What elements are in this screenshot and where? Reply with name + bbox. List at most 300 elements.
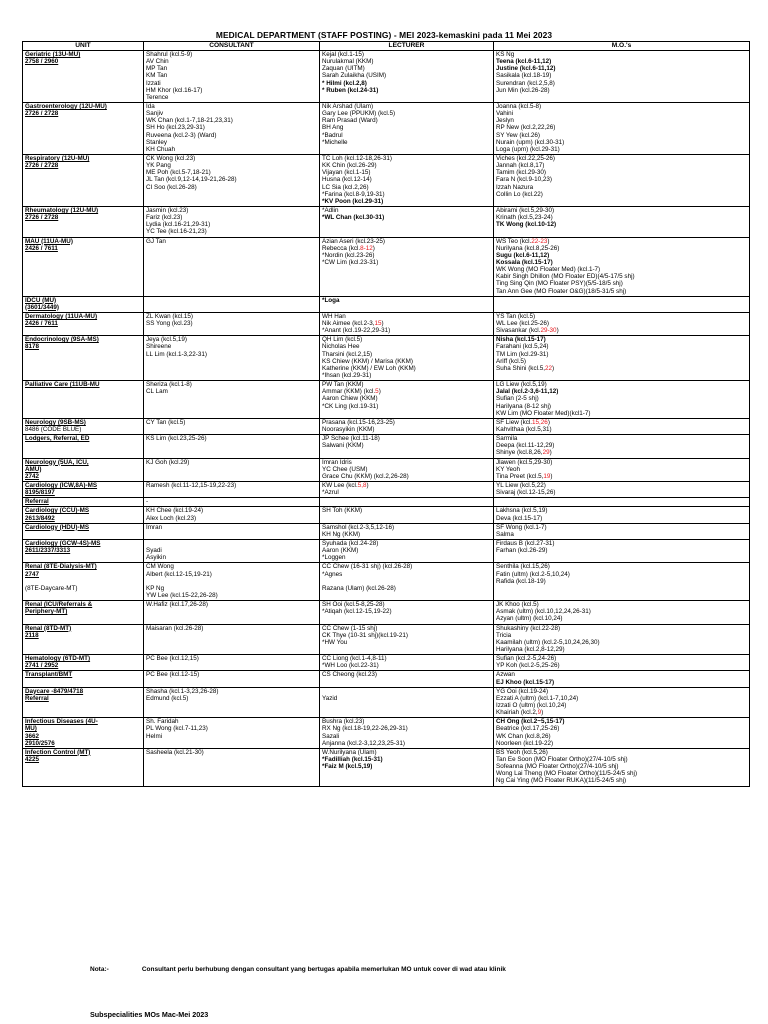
staff-entry: Joanna (kcl.5-8) <box>496 102 542 110</box>
staff-entry: Nisha (kcl.15-17) <box>496 336 546 344</box>
staff-entry: Tricia <box>496 631 512 639</box>
staff-entry: Jeya (kcl.5,19) <box>146 336 187 344</box>
staff-entry: TK Wong (kcl.10-12) <box>496 221 557 229</box>
lecturer-cell <box>320 540 494 563</box>
staff-entry: Prasana (kcl.15-16,23-25) <box>322 418 395 426</box>
staff-entry: Abirami (kcl.5,29-30) <box>496 206 555 214</box>
footnote-label: Nota:- <box>90 966 109 973</box>
staff-entry: Lakhsna (kcl.5,19) <box>496 507 548 515</box>
lecturer-cell <box>320 154 494 206</box>
unit-cell <box>23 312 144 335</box>
lecturer-cell <box>320 671 494 687</box>
mo-cell <box>494 563 750 601</box>
consultant-cell <box>144 206 320 237</box>
unit-line: 2426 / 7611 <box>25 244 58 252</box>
unit-line: Renal (8TD-MT) <box>25 624 72 632</box>
staff-entry: CS Cheong (kcl.23) <box>322 671 377 679</box>
staff-entry: SF Liew (kcl.15,26) <box>496 418 550 426</box>
staff-entry: *Michelle <box>322 138 348 146</box>
consultant-cell <box>144 687 320 718</box>
lecturer-cell <box>320 718 494 749</box>
staff-entry: Jasmin (kcl.23) <box>146 206 189 214</box>
staff-entry: Sufian (2-5 shj) <box>496 395 539 403</box>
unit-cell <box>23 601 144 624</box>
table-row <box>23 655 750 671</box>
unit-line: Geriatric (13U-MU) <box>25 51 81 58</box>
staff-entry: Razana (Ulam) (kcl.26-28) <box>322 584 396 592</box>
highlighted-dates: 29 <box>542 449 550 457</box>
staff-entry: KM Tan <box>146 72 168 80</box>
staff-entry: KK Chin (kcl.26-29) <box>322 162 377 170</box>
consultant-cell <box>144 381 320 419</box>
staff-entry: *Ihsan (kcl.29-31) <box>322 372 372 380</box>
lecturer-cell <box>320 498 494 507</box>
table-row <box>23 418 750 434</box>
highlighted-dates: 19 <box>543 472 551 480</box>
unit-line: Cardiology (GCW-4S)-MS <box>25 540 101 547</box>
staff-entry: Asmak (ultm) (kcl.10,12,24,26-31) <box>496 608 591 616</box>
consultant-cell <box>144 312 320 335</box>
highlighted-dates: 5,8 <box>357 482 367 490</box>
staff-entry: Tharsini (kcl.2,15) <box>322 350 373 358</box>
unit-cell <box>23 458 144 481</box>
table-row <box>23 482 750 498</box>
table-row <box>23 154 750 206</box>
staff-entry: Shireene <box>146 343 172 351</box>
mo-cell <box>494 507 750 523</box>
unit-cell <box>23 206 144 237</box>
unit-line: Cardiology (HDU)-MS <box>25 523 90 531</box>
staff-entry: PC Bee (kcl.12,15) <box>146 655 199 663</box>
table-row <box>23 237 750 296</box>
staff-entry: * Hilmi (kcl.2,8) <box>322 79 367 87</box>
unit-line: AMU) <box>25 465 42 473</box>
table-row <box>23 102 750 154</box>
consultant-cell <box>144 154 320 206</box>
staff-entry: Loga (upm) (kcl.29-31) <box>496 145 560 153</box>
staff-entry: Maisaran (kcl.26-28) <box>146 624 204 632</box>
highlighted-dates: 22 <box>545 364 553 372</box>
unit-cell <box>23 237 144 296</box>
unit-line: MU) <box>25 725 37 733</box>
staff-entry: AV Chin <box>146 58 169 66</box>
mo-cell <box>494 312 750 335</box>
consultant-cell <box>144 435 320 458</box>
table-row <box>23 312 750 335</box>
unit-line: Hematology (6TD-MT) <box>25 655 91 663</box>
unit-cell <box>23 671 144 687</box>
table-row <box>23 671 750 687</box>
unit-cell <box>23 624 144 655</box>
staff-entry: WH Han <box>322 312 346 320</box>
staff-entry: ME Poh (kcl.5-7,18-21) <box>146 169 211 177</box>
staff-entry: *KV Poon (kcl.29-31) <box>322 197 384 205</box>
staff-entry: *WH Loo (kcl.22-31) <box>322 662 379 670</box>
staff-entry: SH Ooi (kcl.5-8,25-28) <box>322 601 385 609</box>
consultant-cell <box>144 237 320 296</box>
staff-entry: YP Koh (kcl.2-5,25-26) <box>496 662 560 670</box>
staff-entry: Syadi <box>146 547 162 555</box>
staff-entry: CK Wong (kcl.23) <box>146 154 196 162</box>
unit-line: 2747 <box>25 570 40 578</box>
staff-entry: Zaquan (UITM) <box>322 65 365 73</box>
header-consultant: CONSULTANT <box>144 42 320 51</box>
staff-entry: W.Nurilyana (Ulam) <box>322 748 377 756</box>
staff-entry: Jlawen (kcl.5,29-30) <box>496 458 553 466</box>
consultant-cell <box>144 482 320 498</box>
unit-line: (3601/3449) <box>25 303 59 311</box>
staff-entry: *Badrul <box>322 131 343 139</box>
table-row <box>23 296 750 312</box>
staff-entry: CH Ong (kcl.2~5,15-17) <box>496 718 565 726</box>
consultant-cell <box>144 498 320 507</box>
staff-entry: Izzati <box>146 79 161 87</box>
table-row <box>23 498 750 507</box>
highlighted-dates: 15 <box>374 320 382 328</box>
staff-entry: Albert (kcl.12-15,19-21) <box>146 570 212 578</box>
staff-entry: WS Teo (kcl.22-23) <box>496 237 550 245</box>
staff-entry: Viches (kcl.22,25-26) <box>496 154 556 162</box>
mo-cell <box>494 381 750 419</box>
lecturer-cell <box>320 687 494 718</box>
staff-entry: Azwan <box>496 671 515 679</box>
staff-entry: Ng Cai Ying (MO Floater RUKA)(11/5-24/5 shj) <box>496 777 627 785</box>
staff-entry: Shasha (kcl.1-3,23,26-28) <box>146 687 219 695</box>
staff-entry: Krinath (kcl.5,23-24) <box>496 214 553 222</box>
table-header-row <box>23 42 750 51</box>
staff-entry: Tan Ee Soon (MO Floater Ortho)(27/4-10/5 shj) <box>496 755 628 763</box>
mo-cell <box>494 718 750 749</box>
lecturer-cell <box>320 418 494 434</box>
footnote <box>90 966 506 973</box>
staff-entry: Sivaraj (kcl.12-15,26) <box>496 489 556 497</box>
staff-entry: Ruveena (kcl.2-3) (Ward) <box>146 131 217 139</box>
staff-entry: Sasheela (kcl.21-30) <box>146 748 204 756</box>
staff-entry: Bushra (kcl.23) <box>322 718 365 726</box>
unit-line: 2426 / 7611 <box>25 320 58 328</box>
unit-line: 2726 / 2728 <box>25 214 59 222</box>
staff-entry: CI Soo (kcl.26-28) <box>146 183 197 191</box>
staff-entry: Gary Lee (PPUKM) (kcl.5) <box>322 110 396 118</box>
staff-entry: Nurain (upm) (kcl.30-31) <box>496 138 565 146</box>
staff-entry: TM Lim (kcl.29-31) <box>496 350 549 358</box>
unit-line: Renal (ICU/Referrals & <box>25 601 93 609</box>
staff-entry: Lydia (kcl.16-21,29-31) <box>146 221 211 229</box>
staff-entry: YS Tan (kcl.5) <box>496 312 536 320</box>
staff-entry: Farahani (kcl.5,24) <box>496 343 549 351</box>
unit-cell <box>23 507 144 523</box>
staff-entry: KS Lim (kcl.23,25-26) <box>146 435 207 443</box>
staff-entry: Justine (kcl.6-11,12) <box>496 65 556 73</box>
staff-entry: Rebecca (kcl.8-12) <box>322 244 375 252</box>
staff-entry: WK Wong (MO Floater Med) (kcl.1-7) <box>496 266 601 274</box>
table-row <box>23 381 750 419</box>
unit-line: Cardiology (ICW,8A)-MS <box>25 482 98 490</box>
consultant-cell <box>144 523 320 539</box>
staff-entry: Samshol (kcl.2-3,5,12-16) <box>322 523 395 531</box>
unit-line: 2613/8492 <box>25 514 55 522</box>
staff-entry: Azyan (ultm) (kcl.10,24) <box>496 615 563 623</box>
staff-entry: Noorasyikin (KKM) <box>322 426 375 434</box>
staff-entry: *Farina (kcl.8-9,19-31) <box>322 190 385 198</box>
unit-cell <box>23 154 144 206</box>
staff-entry: Beatrice (kcl.17,25-26) <box>496 725 560 733</box>
staff-entry: LC Sia (kcl.2,26) <box>322 183 369 191</box>
staff-entry: Nurulakmal (KKM) <box>322 58 374 66</box>
staff-entry: *Loga <box>322 296 340 304</box>
unit-line: Transplant/BMT <box>25 671 73 679</box>
unit-line: 8178 <box>25 343 40 351</box>
unit-line: 2742 <box>25 472 40 480</box>
mo-cell <box>494 336 750 381</box>
mo-cell <box>494 102 750 154</box>
staff-entry: LL Lim (kcl.1-3,22-31) <box>146 350 208 358</box>
staff-entry <box>146 540 317 547</box>
staff-entry: KJ Goh (kcl.29) <box>146 458 190 466</box>
lecturer-cell <box>320 102 494 154</box>
consultant-cell <box>144 624 320 655</box>
consultant-cell <box>144 507 320 523</box>
consultant-cell <box>144 671 320 687</box>
mo-cell <box>494 671 750 687</box>
staff-entry: *Loggen <box>322 554 346 562</box>
staff-entry: KY Yeoh <box>496 465 521 473</box>
mo-cell <box>494 482 750 498</box>
unit-line: Lodgers, Referral, ED <box>25 435 90 443</box>
unit-cell <box>23 687 144 718</box>
unit-cell <box>23 296 144 312</box>
staff-entry: YC Tee (kcl.16-21,23) <box>146 228 207 236</box>
lecturer-cell <box>320 312 494 335</box>
staff-entry: KH Chuah <box>146 145 176 153</box>
unit-line: 3662 <box>25 732 40 740</box>
staff-entry: SH Ho (kcl.23,29-31) <box>146 124 205 132</box>
staff-entry: ZL Kwan (kcl.15) <box>146 312 194 320</box>
staff-entry: PL Wong (kcl.7-11,23) <box>146 725 208 733</box>
staff-entry: JK Khoo (kcl.5) <box>496 601 539 609</box>
staff-entry: Syuhada (kcl.24-28) <box>322 540 379 547</box>
lecturer-cell <box>320 523 494 539</box>
mo-cell <box>494 523 750 539</box>
unit-line: Periphery-MT) <box>25 608 68 616</box>
lecturer-cell <box>320 296 494 312</box>
staff-entry: Nik Aimee (kcl.2-3,15) <box>322 320 384 328</box>
staff-entry: Asyikin <box>146 554 166 562</box>
staff-entry: *Nordin (kcl.23-26) <box>322 251 375 259</box>
lecturer-cell <box>320 601 494 624</box>
staff-entry: LG Liew (kcl.5,19) <box>496 381 547 389</box>
staff-entry: Ida <box>146 102 155 110</box>
staff-entry: Wong Lai Theng (MO Floater Ortho)(11/5-24/5 shj) <box>496 770 638 778</box>
unit-line: Renal (8TE-Dialysis-MT) <box>25 563 97 571</box>
footer-caption: Subspecialities MOs Mac-Mei 2023 <box>90 1010 209 1019</box>
lecturer-cell <box>320 381 494 419</box>
staff-entry: Vijayan (kcl.1-15) <box>322 169 371 177</box>
unit-line: Gastroenterology (12U-MU) <box>25 102 107 110</box>
unit-cell <box>23 655 144 671</box>
staff-entry: Imran <box>146 523 163 531</box>
staff-entry: PW Tan (KKM) <box>322 381 364 389</box>
highlighted-dates: 22-23 <box>531 237 548 245</box>
mo-cell <box>494 418 750 434</box>
staff-entry: YL Liew (kcl.5,22) <box>496 482 546 490</box>
unit-line: Neurology (9SB-MS) <box>25 418 86 426</box>
unit-line: Infection Control (MT) <box>25 748 91 756</box>
staff-entry: YK Pang <box>146 162 171 170</box>
staff-entry: *Adlin <box>322 206 339 214</box>
consultant-cell <box>144 418 320 434</box>
staff-entry: Ariff (kcl.5) <box>496 357 526 365</box>
table-row <box>23 748 750 786</box>
staff-entry: Sasikala (kcl.18-19) <box>496 72 552 80</box>
staff-entry: *Anant (kcl.19-22,29-31) <box>322 327 391 335</box>
staff-entry: BS Yeoh (kcl.5,26) <box>496 748 548 756</box>
unit-line: MAU (11UA-MU) <box>25 237 73 245</box>
staff-entry: Kossala (kcl.15-17) <box>496 258 553 266</box>
unit-cell <box>23 102 144 154</box>
staff-entry: Kabir Singh Dhillon (MO Floater ED)(4/5-17/5 shj) <box>496 273 635 281</box>
staff-entry: *Fadilliah (kcl.15-31) <box>322 755 383 763</box>
table-body <box>23 51 750 787</box>
staff-entry: Ammar (KKM) (kcl.5) <box>322 388 381 396</box>
mo-cell <box>494 624 750 655</box>
header-lecturer: LECTURER <box>320 42 494 51</box>
staff-entry: Stanley <box>146 138 168 146</box>
staff-entry: Sufian (kcl.2-5,24-26) <box>496 655 557 663</box>
staff-entry: W.Hafiz (kcl.17,26-28) <box>146 601 208 609</box>
staff-entry: KH Ng (KKM) <box>322 530 361 538</box>
staff-entry: Aaron (KKM) <box>322 547 359 555</box>
staff-entry: Ting Sing Qin (MO Floater PSY)(5/5-18/5 shj) <box>496 280 623 288</box>
staff-entry: KW Lee (kcl.5,8) <box>322 482 369 490</box>
staff-entry: WK Chan (kcl.8,26) <box>496 732 551 740</box>
highlighted-dates: 29-30 <box>540 327 557 335</box>
table-row <box>23 563 750 601</box>
unit-line: Neurology (5UA, ICU, <box>25 458 89 466</box>
unit-cell <box>23 540 144 563</box>
staff-entry: Firdaus B (kcl.27-31) <box>496 540 555 547</box>
staff-entry: Jeslyn <box>496 117 514 125</box>
staff-entry: Ram Prasad (Ward) <box>322 117 378 125</box>
lecturer-cell <box>320 458 494 481</box>
table-row <box>23 435 750 458</box>
unit-line: 8486 (CODE BLUE) <box>25 426 82 434</box>
staff-entry: Jannah (kcl.8,17) <box>496 162 545 170</box>
table-row <box>23 206 750 237</box>
staff-entry: Grace Chu (KKM) (kcl.2,26-28) <box>322 472 409 480</box>
staff-entry: Harilyana (8-12 shj) <box>496 402 551 410</box>
unit-line: Endocrinology (9SA-MS) <box>25 336 99 344</box>
mo-cell <box>494 237 750 296</box>
staff-entry: CC Liong (kcl.1-4,8-11) <box>322 655 387 663</box>
staff-entry: Fariz (kcl.23) <box>146 214 183 222</box>
staff-entry: Shinye (kcl.8,26,29) <box>496 449 552 457</box>
staff-entry: Deva (kcl.15-17) <box>496 514 543 522</box>
consultant-cell <box>144 336 320 381</box>
table-row <box>23 624 750 655</box>
unit-line <box>25 578 141 585</box>
unit-cell <box>23 718 144 749</box>
mo-cell <box>494 51 750 103</box>
staff-entry: Rafida (kcl.18-19) <box>496 577 546 585</box>
unit-line: 2910/2576 <box>25 739 55 747</box>
staff-entry: Anjanna (kcl.2-3,12,23,25-31) <box>322 739 405 747</box>
staff-entry: Aaron Chiew (KKM) <box>322 395 378 403</box>
staff-posting-table <box>22 41 750 787</box>
staff-entry: Ezzati A (ultm) (kcl.1-7,10,24) <box>496 694 579 702</box>
unit-line: Palliative Care (11UB-MU <box>25 381 100 389</box>
staff-entry: QH Lim (kcl.5) <box>322 336 363 344</box>
consultant-cell <box>144 458 320 481</box>
consultant-cell <box>144 540 320 563</box>
staff-entry: Harilyana (kcl.2,8-12,29) <box>496 645 565 653</box>
consultant-cell <box>144 296 320 312</box>
staff-entry: Sarmila <box>496 435 518 443</box>
staff-entry: Sofeanna (MO Floater Ortho)(27/4-10/5 shj) <box>496 763 619 771</box>
staff-entry: Izzah Nazura <box>496 183 534 191</box>
staff-entry: CL Lam <box>146 388 168 396</box>
staff-entry: Edmund (kcl.5) <box>146 694 189 702</box>
staff-entry: Nurilyana (kcl.8,25-26) <box>496 244 560 252</box>
staff-entry: CK Thye (10-31 shj)(kcl.19-21) <box>322 631 408 639</box>
staff-entry: *Agnes <box>322 570 343 578</box>
staff-entry: Kahvithaa (kcl.5,31) <box>496 426 552 434</box>
table-row <box>23 336 750 381</box>
staff-entry: KH Chee (kcl.19-24) <box>146 507 204 515</box>
table-row <box>23 523 750 539</box>
header-unit: UNIT <box>23 42 144 51</box>
staff-entry: Salwani (KKM) <box>322 442 364 450</box>
consultant-cell <box>144 102 320 154</box>
staff-entry: KW Lim (MO Floater Med)(kcl1-7) <box>496 409 591 417</box>
staff-entry: Terence <box>146 93 169 101</box>
staff-entry: Fara N (kcl.9-10,23) <box>496 176 552 184</box>
staff-entry: Ramesh (kcl.11-12,15-19,22-23) <box>146 482 237 490</box>
unit-cell <box>23 482 144 498</box>
unit-line: 2726 / 2728 <box>25 110 59 118</box>
staff-entry: * Ruben (kcl.24-31) <box>322 86 379 94</box>
lecturer-cell <box>320 237 494 296</box>
staff-entry: Sivasankar (kcl.29-30) <box>496 327 559 335</box>
table-row <box>23 540 750 563</box>
staff-entry: Nicholas Hee <box>322 343 360 351</box>
page-title: MEDICAL DEPARTMENT (STAFF POSTING) - MEI 2023-kemaskini pada 11 Mei 2023 <box>215 30 553 40</box>
staff-entry: *Faiz M (kcl.5,19) <box>322 763 373 771</box>
staff-entry: Sugu (kcl.6-11,12) <box>496 251 550 259</box>
lecturer-cell <box>320 507 494 523</box>
staff-entry: Suha Shini (kcl.5,22) <box>496 364 555 372</box>
staff-entry: YW Lee (kcl.15-22,26-28) <box>146 591 218 599</box>
unit-line: 4225 <box>25 755 40 763</box>
unit-line: 2758 / 2960 <box>25 58 59 66</box>
staff-entry: WK Chan (kcl.1-7,18-21,23,31) <box>146 117 233 125</box>
staff-entry: CY Tan (kcl.5) <box>146 418 186 426</box>
footnote-text: Consultant perlu berhubung dengan consultant yang bertugas apabila memerlukan MO untuk cover di wad atau klinik <box>141 966 506 973</box>
staff-entry: GJ Tan <box>146 237 166 245</box>
unit-cell <box>23 381 144 419</box>
staff-entry: Senthila (kcl.15,26) <box>496 563 550 571</box>
staff-entry: CC Chew (1-15 shj) <box>322 624 378 632</box>
lecturer-cell <box>320 206 494 237</box>
staff-entry: Sh. Faridah <box>146 718 179 726</box>
unit-cell <box>23 51 144 103</box>
mo-cell <box>494 498 750 507</box>
staff-entry: Collin Lo (kcl.22) <box>496 190 543 198</box>
table-row <box>23 601 750 624</box>
staff-entry: Sanjiv <box>146 110 164 118</box>
unit-line: Rheumatology (12U-MU) <box>25 206 99 214</box>
staff-entry: *Atiqah (kcl.12-15,19-22) <box>322 608 392 616</box>
